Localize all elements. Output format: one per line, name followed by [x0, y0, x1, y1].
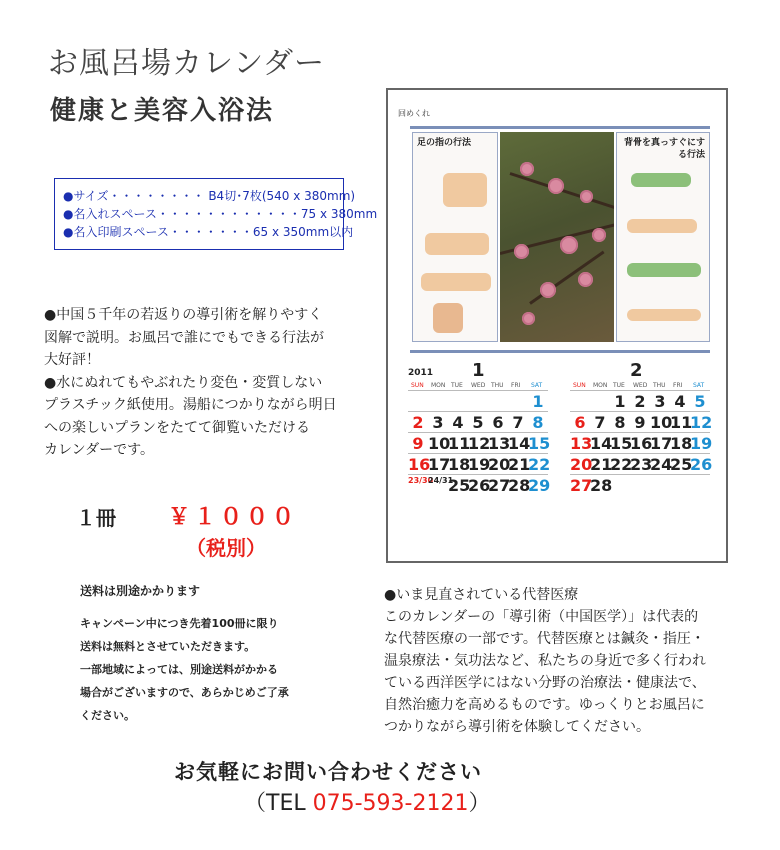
calendar-day: 28	[590, 476, 613, 495]
spec-size: ●サイズ・・・・・・・・ B4切･7枚(540 x 380mm)	[63, 189, 356, 203]
calendar-product-image	[386, 88, 728, 563]
calendar-day: 6	[492, 413, 504, 432]
left-panel-title: 足の指の行法	[417, 138, 472, 148]
calendar-day: 14	[508, 434, 531, 453]
calendar-day: 24/31	[428, 476, 454, 485]
price-amount: ￥１０００	[168, 505, 299, 530]
weekday-header: WED	[471, 382, 486, 389]
calendar-day: 12	[690, 413, 713, 432]
week-divider	[408, 390, 548, 391]
weekday-header: TUE	[613, 382, 625, 389]
phone-number[interactable]: 075-593-2121	[312, 791, 469, 816]
sole-illustration	[433, 303, 463, 333]
calendar-day: 4	[674, 392, 686, 411]
right-illustration-panel	[616, 132, 710, 342]
calendar-day: 2	[634, 392, 646, 411]
calendar-day: 18	[448, 455, 471, 474]
alternative-medicine-section	[384, 584, 734, 738]
plum-blossom-photo	[500, 132, 614, 342]
shipping-note-line: キャンペーン中につき先着100冊に限り	[80, 617, 279, 630]
calendar-day: 5	[472, 413, 484, 432]
calendar-day: 20	[488, 455, 511, 474]
shipping-notes	[80, 612, 320, 727]
right-panel-title: 背骨を真っすぐにする行法	[623, 138, 705, 160]
spec-box	[54, 178, 378, 250]
week-divider	[570, 474, 710, 475]
calendar-day: 10	[650, 413, 673, 432]
foot-illustration	[421, 273, 491, 291]
alternative-line: つかりながら導引術を体験してください。	[384, 719, 650, 735]
shipping-note-line: ください。	[80, 709, 135, 722]
calendar-day: 19	[468, 455, 491, 474]
calendar-header-label: 回めくれ	[398, 109, 430, 118]
alternative-line: ている西洋医学にはない分野の治療法・健康法で、	[384, 675, 706, 691]
calendar-day: 2	[412, 413, 424, 432]
product-description	[44, 304, 354, 462]
hands-illustration	[443, 173, 487, 207]
calendar-top-rule	[410, 126, 710, 129]
week-divider	[408, 432, 548, 433]
alternative-line: このカレンダーの「導引術（中国医学）」は代表的	[384, 609, 699, 625]
calendar-day: 15	[528, 434, 551, 453]
calendar-day: 12	[468, 434, 491, 453]
calendar-day: 8	[614, 413, 626, 432]
calendar-day: 11	[448, 434, 471, 453]
spec-name-space: ●名入れスペース・・・・・・・・・・・・75 x 380mm	[63, 207, 378, 221]
week-divider	[408, 411, 548, 412]
calendar-day: 16	[630, 434, 653, 453]
weekday-header: TUE	[451, 382, 463, 389]
description-line: ●水にぬれてもやぶれたり変色・変質しない	[44, 374, 323, 391]
calendar-day: 11	[670, 413, 693, 432]
weekday-header: MON	[593, 382, 608, 389]
calendar-day: 27	[488, 476, 511, 495]
calendar-day: 16	[408, 455, 431, 474]
page-subtitle: 健康と美容入浴法	[50, 96, 275, 126]
calendar-day: 29	[528, 476, 551, 495]
calendar-month-number: 1	[472, 360, 485, 381]
alternative-line: 自然治癒力を高めるものです。ゆっくりとお風呂に	[384, 697, 705, 713]
calendar-mid-rule	[410, 350, 710, 353]
calendar-day: 26	[690, 455, 713, 474]
calendar-month-number: 2	[630, 360, 643, 381]
calendar-day: 7	[512, 413, 524, 432]
calendar-day: 24	[650, 455, 673, 474]
calendar-day: 23/30	[408, 476, 434, 485]
price-quantity: １冊	[76, 506, 116, 530]
spec-print-space: ●名入印刷スペース・・・・・・・65 x 350mm以内	[63, 225, 354, 239]
january-calendar	[408, 360, 551, 495]
week-divider	[570, 453, 710, 454]
calendar-day: 10	[428, 434, 451, 453]
week-divider	[570, 390, 710, 391]
february-calendar	[570, 360, 713, 495]
calendar-day: 28	[508, 476, 531, 495]
weekday-header: FRI	[673, 382, 683, 389]
page-title: お風呂場カレンダー	[48, 46, 326, 81]
left-illustration-panel	[412, 132, 498, 342]
shipping-note-line: 送料は無料とさせていただきます。	[80, 640, 256, 653]
calendar-day: 15	[610, 434, 633, 453]
calendar-day: 1	[614, 392, 626, 411]
shipping-title: 送料は別途かかります	[80, 584, 201, 598]
week-divider	[570, 432, 710, 433]
weekday-header: SUN	[411, 382, 424, 389]
calendar-day: 6	[574, 413, 586, 432]
calendar-day: 19	[690, 434, 713, 453]
week-divider	[570, 411, 710, 412]
shipping-note-line: 一部地域によっては、別途送料がかかる	[80, 663, 278, 676]
calendar-day: 7	[594, 413, 606, 432]
tel-suffix: ）	[468, 791, 491, 816]
calendar-day: 17	[650, 434, 673, 453]
calendar-day: 1	[532, 392, 544, 411]
weekday-header: MON	[431, 382, 446, 389]
calendar-day: 9	[412, 434, 424, 453]
calendar-day: 20	[570, 455, 593, 474]
calendar-day: 3	[432, 413, 444, 432]
alternative-heading: ●いま見直されている代替医療	[384, 587, 579, 603]
weekday-header: THU	[491, 382, 504, 389]
description-line: 図解で説明。お風呂で誰にでもできる行法が	[44, 329, 324, 346]
calendar-day: 18	[670, 434, 693, 453]
stretch-illustration	[627, 219, 697, 233]
contact-cta: お気軽にお問い合わせください	[174, 760, 482, 784]
price-tax-note: （税別）	[186, 536, 266, 560]
calendar-day: 14	[590, 434, 613, 453]
calendar-day: 25	[670, 455, 693, 474]
calendar-day: 9	[634, 413, 646, 432]
foot-illustration	[425, 233, 489, 255]
alternative-line: 温泉療法・気功法など、私たちの身近で多く行われ	[384, 653, 706, 669]
description-line: 大好評！	[44, 352, 100, 368]
calendar-day: 5	[694, 392, 706, 411]
alternative-line: な代替医療の一部です。代替医療とは鍼灸・指圧・	[384, 631, 705, 647]
calendar-day: 3	[654, 392, 666, 411]
calendar-day: 21	[590, 455, 613, 474]
calendar-day: 8	[532, 413, 544, 432]
calendar-day: 4	[452, 413, 464, 432]
weekday-header: THU	[653, 382, 666, 389]
calendar-year: 2011	[408, 368, 434, 378]
calendar-day: 27	[570, 476, 593, 495]
weekday-header: SAT	[693, 382, 705, 389]
week-divider	[408, 474, 548, 475]
description-line: ●中国５千年の若返りの導引術を解りやすく	[44, 307, 323, 323]
calendar-day: 25	[448, 476, 471, 495]
weekday-header: SUN	[573, 382, 586, 389]
calendar-day: 21	[508, 455, 531, 474]
weekday-header: FRI	[511, 382, 521, 389]
calendar-day: 13	[570, 434, 593, 453]
description-line: への楽しいプランをたてて御覧いただける	[44, 419, 310, 436]
calendar-day: 26	[468, 476, 491, 495]
calendar-day: 17	[428, 455, 451, 474]
calendar-day: 22	[610, 455, 633, 474]
calendar-day: 22	[528, 455, 551, 474]
tel-prefix: （TEL	[244, 791, 313, 816]
weekday-header: WED	[633, 382, 648, 389]
calendar-day: 23	[630, 455, 653, 474]
weekday-header: SAT	[531, 382, 543, 389]
stretch-illustration	[627, 309, 701, 321]
stretch-illustration	[627, 263, 701, 277]
stretch-illustration	[631, 173, 691, 187]
phone-contact[interactable]	[244, 786, 490, 817]
description-line: プラスチック紙使用。湯船につかりながら明日	[44, 397, 337, 413]
shipping-note-line: 場合がございますので、あらかじめご了承	[80, 686, 289, 699]
calendar-day: 13	[488, 434, 511, 453]
week-divider	[408, 453, 548, 454]
description-line: カレンダーです。	[44, 442, 154, 458]
